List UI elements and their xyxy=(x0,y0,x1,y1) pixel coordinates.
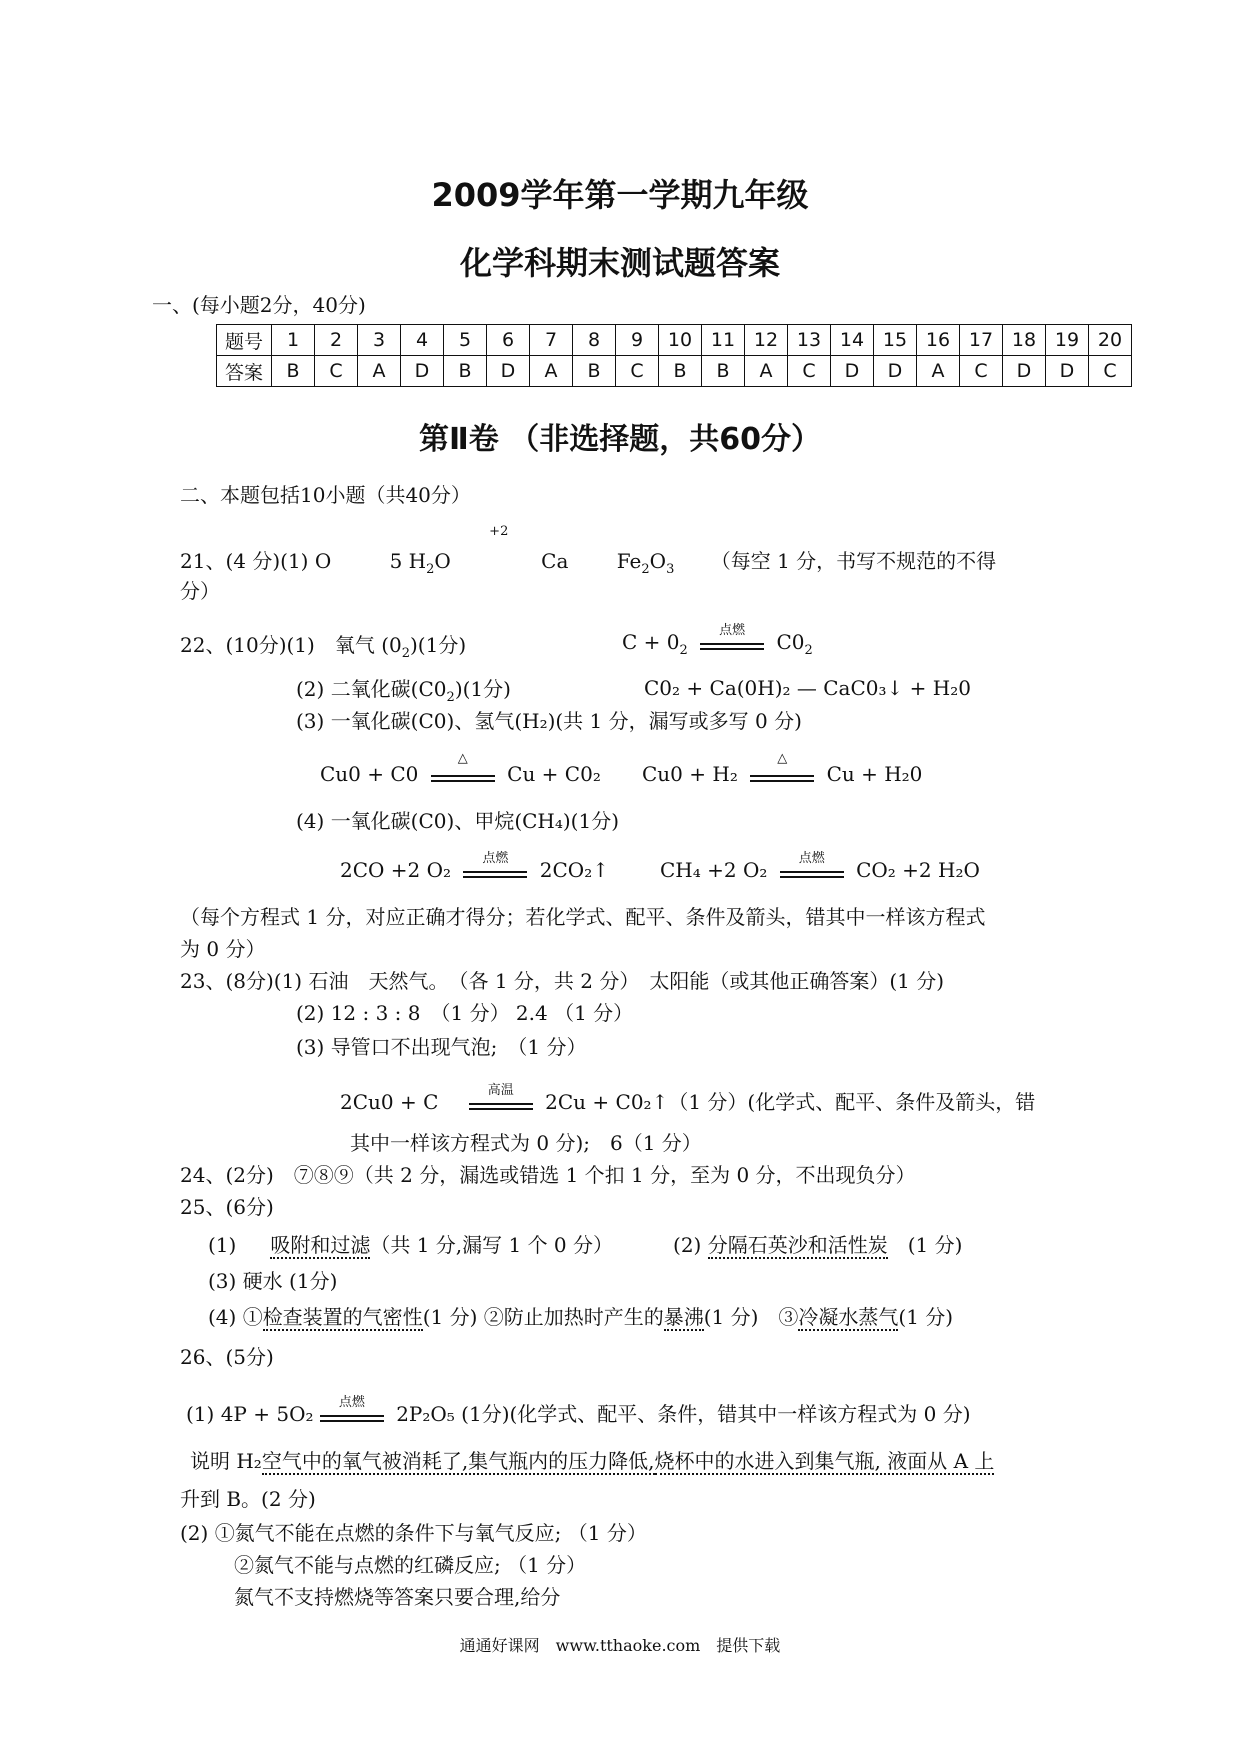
condition-arrow xyxy=(320,1394,384,1429)
q22-line4: (4) 一氧化碳(C0)、甲烷(CH₄)(1分) xyxy=(296,809,620,833)
question-number-cell: 5 xyxy=(444,325,487,356)
q23-line1: 23、(8分)(1) 石油 天然气。 （各 1 分，共 2 分） 太阳能（或其他正确答案）(1 分) xyxy=(180,969,945,993)
q25-l3c: (1 分) ②防止加热时产生的 xyxy=(422,1305,664,1329)
question-number-cell: 10 xyxy=(659,325,702,356)
eq-right: Cu + H₂0 xyxy=(826,762,923,786)
eq-left: Cu0 + C0 xyxy=(320,762,419,786)
answer-cell: D xyxy=(1003,356,1046,387)
answer-cell: B xyxy=(444,356,487,387)
answer-cell: C xyxy=(1089,356,1132,387)
q26-keyword: 烧杯中的水进入到集气瓶, 液面从 A 上 xyxy=(654,1449,995,1473)
question-number-cell: 16 xyxy=(917,325,960,356)
q25-l1f: (1 分) xyxy=(887,1233,963,1257)
answer-cell: D xyxy=(831,356,874,387)
q22-eq1: $C + 0_2$ 点燃 $C0_2$ xyxy=(622,630,813,658)
eq-left: Cu0 + H₂ xyxy=(642,762,738,786)
eq-left: CH₄ +2 O₂ xyxy=(660,858,768,882)
q24-line: 24、(2分) ⑦⑧⑨（共 2 分，漏选或错选 1 个扣 1 分，至为 0 分，不出现负分） xyxy=(180,1163,916,1187)
q25-keyword: 分隔石英沙和活性炭 xyxy=(707,1233,888,1257)
q22-line1: 22、(10分)(1) 氧气 $(0_2)(1$分) xyxy=(180,633,467,661)
q26-line4: (2) ①氮气不能在点燃的条件下与氧气反应; （1 分） xyxy=(180,1521,647,1545)
condition-label: 点燃 xyxy=(338,1394,365,1410)
question-number-cell: 2 xyxy=(315,325,358,356)
eq-right: 2Cu + C0₂↑（1 分）(化学式、配平、条件及箭头，错 xyxy=(545,1090,1036,1114)
q21-note2: 分） xyxy=(180,579,220,603)
q22-eq3a xyxy=(320,750,601,789)
question-number-cell: 8 xyxy=(573,325,616,356)
condition-arrow xyxy=(700,622,764,657)
q21-a3-text: Ca xyxy=(541,549,569,573)
title-line-2: 化学科期末测试题答案 xyxy=(459,244,780,282)
eq-left: 2CO +2 O₂ xyxy=(340,858,452,882)
answer-cell: B xyxy=(659,356,702,387)
part1-heading: 一、(每小题2分，40分) xyxy=(152,293,366,317)
q21-a3-valence: +2 xyxy=(489,524,509,539)
q21-a1: 21、(4 分)(1) O xyxy=(180,549,332,573)
condition-label: 高温 xyxy=(487,1082,514,1098)
question-number-cell: 9 xyxy=(616,325,659,356)
q21-line xyxy=(180,524,997,583)
question-number-cell: 3 xyxy=(358,325,401,356)
condition-label: 点燃 xyxy=(798,850,825,866)
q22-eq4a xyxy=(340,850,609,885)
answer-cell: D xyxy=(1046,356,1089,387)
condition-label: △ xyxy=(777,750,788,766)
answer-cell: A xyxy=(530,356,573,387)
table-row xyxy=(217,325,1132,356)
q25-keyword: 冷凝水蒸气 xyxy=(798,1305,899,1329)
eq-right: Cu + C0₂ xyxy=(507,762,601,786)
q26-line3: 升到 B。(2 分) xyxy=(180,1487,316,1511)
q25-l3a: (4) ① xyxy=(208,1305,263,1329)
q25-l1a: (1) xyxy=(208,1233,257,1257)
q25-l1d: (2) xyxy=(673,1233,708,1257)
answer-cell: B xyxy=(272,356,315,387)
q25-line2: (3) 硬水 (1分) xyxy=(208,1269,338,1293)
eq-left: (1) 4P + 5O₂ xyxy=(186,1402,314,1426)
question-number-cell: 13 xyxy=(788,325,831,356)
eq-left: 2Cu0 + C xyxy=(340,1090,439,1114)
q25-l3g: (1 分) xyxy=(898,1305,954,1329)
eq-right: 2CO₂↑ xyxy=(539,858,609,882)
question-number-cell: 19 xyxy=(1046,325,1089,356)
answer-cell: C xyxy=(315,356,358,387)
q21-a4: $Fe_2O_3$ xyxy=(616,549,675,577)
answer-cell: D xyxy=(874,356,917,387)
answer-cell: A xyxy=(358,356,401,387)
q25-head: 25、(6分) xyxy=(180,1195,274,1219)
q26-head: 26、(5分) xyxy=(180,1345,274,1369)
q26-line6: 氮气不支持燃烧等答案只要合理,给分 xyxy=(234,1585,561,1609)
answer-table xyxy=(216,324,1132,387)
answer-cell: B xyxy=(573,356,616,387)
condition-arrow xyxy=(750,750,814,789)
condition-label: 点燃 xyxy=(719,622,746,638)
q22-l1b: )(1分) xyxy=(410,633,467,657)
question-number-cell: 11 xyxy=(702,325,745,356)
eq-right: CO₂ +2 H₂O xyxy=(856,858,980,882)
q26-eq xyxy=(186,1394,971,1429)
answer-cell: D xyxy=(401,356,444,387)
question-number-cell: 1 xyxy=(272,325,315,356)
title-line-1: 2009学年第一学期九年级 xyxy=(431,176,809,214)
q26-l2a: 说明 H₂ xyxy=(190,1449,262,1473)
table-row xyxy=(217,356,1132,387)
answer-cell: B xyxy=(702,356,745,387)
q22-note2: 为 0 分） xyxy=(180,937,266,961)
condition-arrow xyxy=(469,1082,533,1117)
q25-l3e: (1 分) ③ xyxy=(703,1305,799,1329)
part2-title: 第Ⅱ卷 （非选择题，共60分） xyxy=(419,422,821,457)
q26-line5: ②氮气不能与点燃的红磷反应; （1 分） xyxy=(234,1553,587,1577)
q22-eq2: C0₂ + Ca(0H)₂ — CaC0₃↓ + H₂0 xyxy=(644,676,971,700)
condition-arrow xyxy=(431,750,495,789)
footer-credit: 通通好课网 www.tthaoke.com 提供下载 xyxy=(459,1636,781,1655)
q21-note: （每空 1 分，书写不规范的不得 xyxy=(710,549,997,573)
question-number-cell: 12 xyxy=(745,325,788,356)
q23-line5: 其中一样该方程式为 0 分); 6（1 分） xyxy=(350,1131,702,1155)
eq-left: C + 0 xyxy=(622,630,680,654)
q25-l1c: （共 1 分,漏写 1 个 0 分） xyxy=(370,1233,614,1257)
eq-right: C0 xyxy=(776,630,805,654)
q21-a4-text: Fe xyxy=(616,549,642,573)
condition-label: △ xyxy=(457,750,468,766)
q25-keyword: 检查装置的气密性 xyxy=(262,1305,423,1329)
q23-line3: (3) 导管口不出现气泡; （1 分） xyxy=(296,1035,587,1059)
q22-note1: （每个方程式 1 分，对应正确才得分；若化学式、配平、条件及箭头，错其中一样该方程式 xyxy=(180,905,986,929)
q22-l2a: (2) 二氧化碳(C0 xyxy=(296,677,447,701)
q23-eq xyxy=(340,1082,1036,1117)
part2-heading: 二、本题包括10小题（共40分） xyxy=(180,483,471,507)
q21-a2: 5 $H_2O$ xyxy=(389,549,451,577)
question-number-cell: 20 xyxy=(1089,325,1132,356)
q22-line2: (2) 二氧化碳$(C0_2)(1$分) xyxy=(296,677,511,705)
q26-keyword: 空气中的氧气被消耗了,集气瓶内的压力降低, xyxy=(261,1449,655,1473)
condition-label: 点燃 xyxy=(482,850,509,866)
q25-line1 xyxy=(208,1232,962,1258)
answer-cell: C xyxy=(788,356,831,387)
question-number-cell: 14 xyxy=(831,325,874,356)
q21-a2-text: 5 H xyxy=(389,549,427,573)
question-number-cell: 7 xyxy=(530,325,573,356)
question-number-cell: 17 xyxy=(960,325,1003,356)
q22-eq4b xyxy=(660,850,980,885)
q25-keyword: 吸附和过滤 xyxy=(270,1233,371,1257)
answer-cell: A xyxy=(745,356,788,387)
answer-cell: C xyxy=(960,356,1003,387)
q25-line3 xyxy=(208,1304,953,1330)
q22-line3: (3) 一氧化碳(C0)、氢气(H₂)(共 1 分，漏写或多写 0 分) xyxy=(296,709,802,733)
eq-right: 2P₂O₅ (1分)(化学式、配平、条件，错其中一样该方程式为 0 分) xyxy=(396,1402,971,1426)
question-number-cell: 15 xyxy=(874,325,917,356)
condition-arrow xyxy=(780,850,844,885)
q21-a3 xyxy=(489,524,569,573)
answer-cell: C xyxy=(616,356,659,387)
question-number-cell: 4 xyxy=(401,325,444,356)
q22-l1a: 22、(10分)(1) 氧气 (0 xyxy=(180,633,402,657)
q22-eq3b xyxy=(642,750,923,789)
condition-arrow xyxy=(463,850,527,885)
question-number-cell: 18 xyxy=(1003,325,1046,356)
q22-l2b: )(1分) xyxy=(454,677,511,701)
question-number-cell: 6 xyxy=(487,325,530,356)
q26-line2 xyxy=(190,1448,994,1474)
q25-keyword: 暴沸 xyxy=(663,1305,704,1329)
row-label: 答案 xyxy=(217,356,272,387)
answer-cell: D xyxy=(487,356,530,387)
row-label: 题号 xyxy=(217,325,272,356)
q23-line2: (2) 12 : 3 : 8 （1 分） 2.4 （1 分） xyxy=(296,1001,634,1025)
answer-cell: A xyxy=(917,356,960,387)
